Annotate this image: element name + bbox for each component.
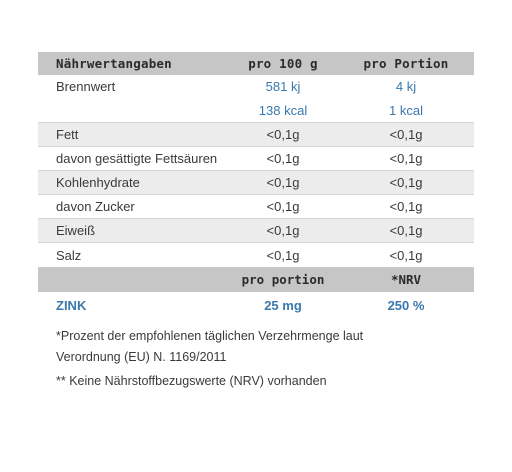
subheader-nrv: *NRV [390, 272, 422, 287]
table-row-fettsaeuren [38, 147, 474, 171]
row-value-per-100g: <0,1g [266, 151, 300, 166]
footnotes [56, 326, 476, 392]
row-label: davon Zucker [56, 199, 135, 214]
footnote-line: *Prozent der empfohlenen täglichen Verzehrmenge laut [56, 329, 364, 343]
row-label: Brennwert [56, 79, 116, 95]
table-row-salz [38, 243, 474, 267]
subheader-per-portion: pro portion [241, 272, 325, 287]
row-label: Salz [56, 247, 82, 263]
row-value-per-portion: <0,1g [389, 247, 423, 263]
table-row-eiweiss [38, 219, 474, 243]
table-subheader [38, 267, 474, 292]
row-label: Eiweiß [56, 223, 96, 238]
row-value-per-portion: <0,1g [389, 175, 423, 190]
header-label: Nährwertangaben [56, 56, 172, 71]
row-value-per-portion: <0,1g [389, 223, 423, 238]
table-row-fett [38, 123, 474, 147]
row-value-per-100g: <0,1g [266, 199, 300, 214]
footnote-line: ** Keine Nährstoffbezugswerte (NRV) vorhanden [56, 374, 327, 388]
row-value-per-portion: <0,1g [389, 151, 423, 166]
header-per-portion: pro Portion [363, 56, 449, 71]
row-value-per-100g: 581 kj 138 kcal [258, 79, 308, 118]
footnote-line: Verordnung (EU) N. 1169/2011 [56, 350, 227, 364]
row-label: Kohlenhydrate [56, 175, 140, 190]
row-value-per-portion: <0,1g [389, 199, 423, 214]
header-per-100g: pro 100 g [248, 56, 318, 71]
row-value-per-portion: <0,1g [389, 127, 423, 142]
table-header [38, 52, 474, 75]
row-value-per-portion: 4 kj 1 kcal [389, 79, 423, 118]
row-value-amount: 25 mg [264, 297, 302, 313]
row-label: Fett [56, 127, 79, 142]
row-value-per-100g: <0,1g [266, 175, 300, 190]
row-label: davon gesättigte Fettsäuren [56, 151, 218, 166]
row-value-per-100g: <0,1g [266, 127, 300, 142]
table-row-zucker [38, 195, 474, 219]
table-row-zink [38, 292, 474, 318]
row-label: ZINK [56, 297, 87, 313]
table-row-brennwert [38, 75, 474, 123]
row-value-nrv: 250 % [387, 297, 425, 313]
row-value-per-100g: <0,1g [266, 247, 300, 263]
row-value-per-100g: <0,1g [266, 223, 300, 238]
table-row-kohlenhydrate [38, 171, 474, 195]
nutrition-table [38, 52, 474, 318]
